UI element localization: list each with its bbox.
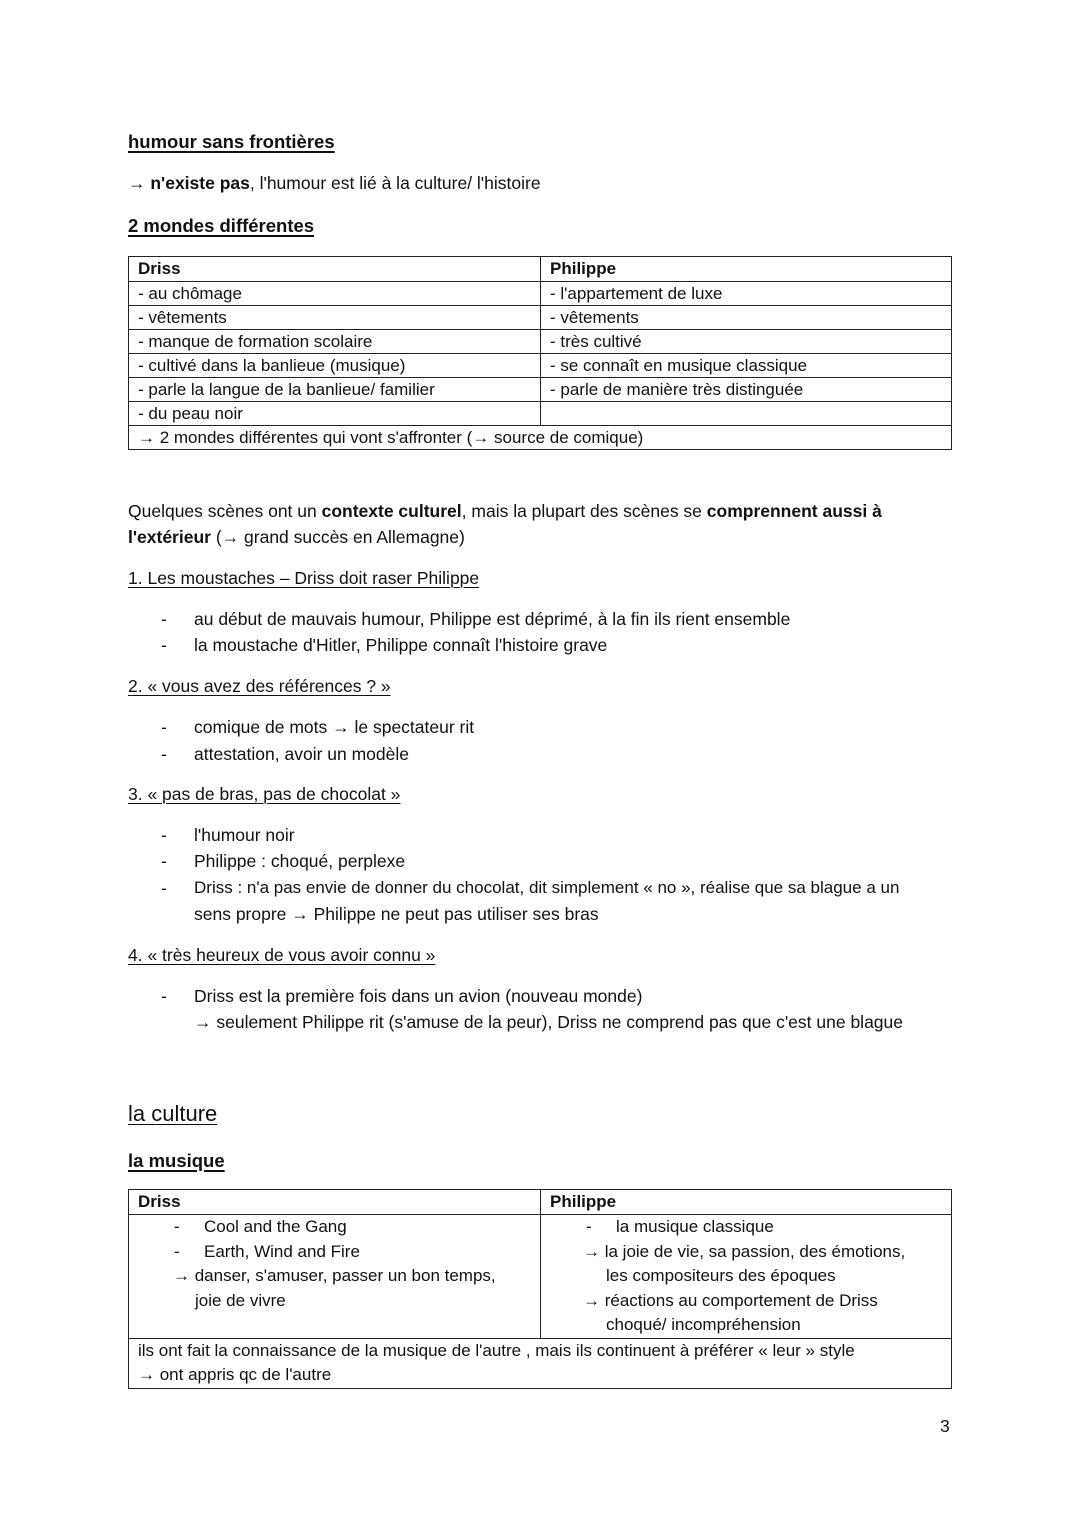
intro-bold: comprennent aussi à — [706, 501, 882, 521]
bullet-dash: - — [161, 744, 167, 764]
bullet-dash: - — [161, 635, 167, 655]
humour-statement — [128, 173, 541, 194]
cell-line: choqué/ incompréhension — [606, 1315, 801, 1334]
humour-statement-bold: → n'existe pas — [128, 173, 250, 193]
table-cell: - parle de manière très distinguée — [541, 378, 952, 402]
list-item: la moustache d'Hitler, Philippe connaît l'histoire grave — [194, 635, 608, 655]
table-footer-row — [129, 426, 952, 450]
table-row — [129, 1215, 952, 1339]
scene-title-1: 1. Les moustaches – Driss doit raser Philippe — [128, 568, 480, 588]
cell-line: → réactions au comportement de Driss — [583, 1290, 878, 1310]
bullet-dash: - — [161, 878, 167, 898]
bullet-dash: - — [161, 851, 167, 871]
bullet-dash: - — [161, 986, 167, 1006]
list-item-continuation: sens propre → Philippe ne peut pas utiliser ses bras — [194, 904, 599, 924]
table-cell: - vêtements — [541, 306, 952, 330]
table-cell: - au chômage — [129, 282, 541, 306]
intro-line-1 — [128, 501, 882, 522]
intro-text: Quelques scènes ont un — [128, 501, 322, 521]
table-cell: - se connaît en musique classique — [541, 354, 952, 378]
scene-title-2: 2. « vous avez des références ? » — [128, 676, 391, 696]
intro-bold: l'extérieur — [128, 527, 211, 547]
cell-text: Cool and the Gang — [204, 1217, 347, 1236]
bullet-dash: - — [174, 1241, 180, 1261]
cell-line — [129, 1215, 540, 1240]
cell-line: → la joie de vie, sa passion, des émotions, — [583, 1241, 906, 1261]
cell-text: la musique classique — [616, 1217, 774, 1236]
table-header-driss: Driss — [129, 1190, 541, 1215]
bullet-dash: - — [161, 609, 167, 629]
list-item: attestation, avoir un modèle — [194, 744, 409, 764]
cell-line: les compositeurs des époques — [606, 1266, 836, 1285]
driss-music-cell — [129, 1215, 541, 1339]
table-row — [129, 330, 952, 354]
table-cell: - du peau noir — [129, 402, 541, 426]
table-cell — [541, 402, 952, 426]
table-cell: - cultivé dans la banlieue (musique) — [129, 354, 541, 378]
list-item: comique de mots → le spectateur rit — [194, 717, 475, 737]
table-row — [129, 282, 952, 306]
section-title-musique: la musique — [128, 1150, 225, 1171]
intro-line-2 — [128, 527, 465, 548]
cell-line — [541, 1215, 951, 1240]
philippe-music-cell — [541, 1215, 952, 1339]
table-header-philippe: Philippe — [541, 257, 952, 282]
list-item: au début de mauvais humour, Philippe est déprimé, à la fin ils rient ensemble — [194, 609, 791, 629]
table-row — [129, 306, 952, 330]
intro-text: , mais la plupart des scènes se — [461, 501, 707, 521]
intro-bold: contexte culturel — [321, 501, 462, 521]
section-title-culture: la culture — [128, 1101, 218, 1126]
footer-line: ils ont fait la connaissance de la musique de l'autre , mais ils continuent à préférer « leur » style — [138, 1340, 855, 1360]
bullet-dash: - — [174, 1217, 180, 1236]
table-row — [129, 378, 952, 402]
list-item: Driss est la première fois dans un avion (nouveau monde) — [194, 986, 643, 1006]
footer-line: → ont appris qc de l'autre — [138, 1365, 332, 1384]
bullet-dash: - — [161, 825, 167, 845]
table-cell: - très cultivé — [541, 330, 952, 354]
list-item: l'humour noir — [194, 825, 295, 845]
humour-statement-rest: , l'humour est lié à la culture/ l'histoire — [249, 173, 541, 193]
cell-line — [129, 1240, 540, 1265]
table-row — [129, 354, 952, 378]
table-header-row — [129, 1190, 952, 1215]
table-row — [129, 402, 952, 426]
table-header-driss: Driss — [129, 257, 541, 282]
scene-title-4: 4. « très heureux de vous avoir connu » — [128, 945, 436, 965]
intro-text: (→ grand succès en Allemagne) — [210, 527, 465, 547]
cell-line: joie de vivre — [195, 1290, 286, 1310]
music-table — [128, 1189, 952, 1389]
table-cell: - manque de formation scolaire — [129, 330, 541, 354]
table-cell: - vêtements — [129, 306, 541, 330]
page-number: 3 — [940, 1416, 950, 1436]
table-header-philippe: Philippe — [541, 1190, 952, 1215]
table-cell: - l'appartement de luxe — [541, 282, 952, 306]
bullet-dash: - — [161, 717, 167, 737]
list-item: Driss : n'a pas envie de donner du chocolat, dit simplement « no », réalise que sa blague a un — [194, 878, 900, 897]
bullet-dash: - — [586, 1217, 592, 1236]
section-title-humour: humour sans frontières — [128, 131, 335, 152]
section-title-mondes: 2 mondes différentes — [128, 215, 315, 236]
list-item: Philippe : choqué, perplexe — [194, 851, 406, 871]
cell-text: Earth, Wind and Fire — [204, 1241, 360, 1261]
table-footer: → 2 mondes différentes qui vont s'affronter (→ source de comique) — [129, 426, 952, 450]
comparison-table — [128, 256, 952, 450]
scene-title-3: 3. « pas de bras, pas de chocolat » — [128, 784, 401, 804]
cell-line: → danser, s'amuser, passer un bon temps, — [173, 1266, 496, 1285]
table-cell: - parle la langue de la banlieue/ familier — [129, 378, 541, 402]
list-item-continuation: → seulement Philippe rit (s'amuse de la peur), Driss ne comprend pas que c'est une blague — [194, 1012, 903, 1032]
table-footer-row — [129, 1338, 952, 1388]
table-header-row — [129, 257, 952, 282]
table-footer — [129, 1338, 952, 1388]
